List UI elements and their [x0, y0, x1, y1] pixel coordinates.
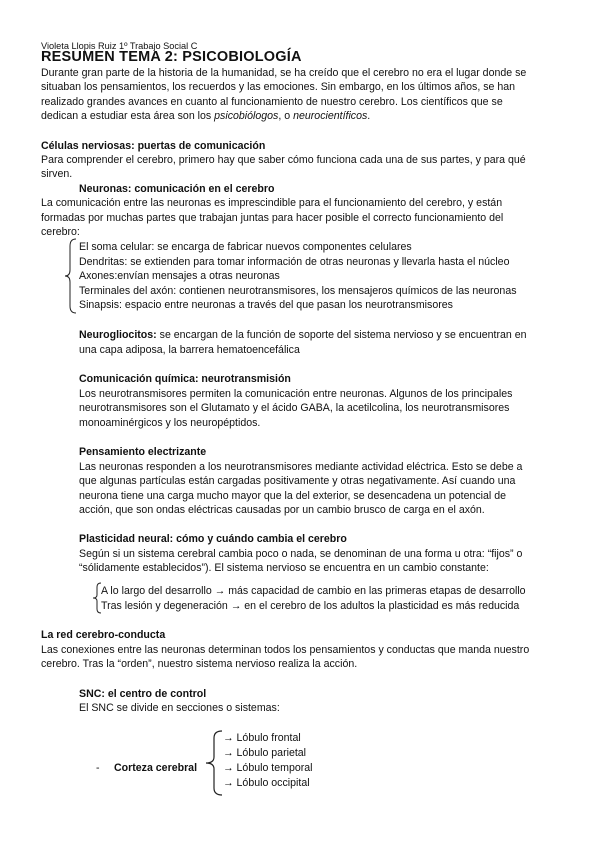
neurogliocitos-line-1 — [79, 329, 527, 342]
neurogliocitos-text: se encargan de la función de soporte del sistema nervioso y se encuentran en — [156, 329, 527, 341]
subheading-plasticidad: Plasticidad neural: cómo y cuándo cambia el cerebro — [79, 533, 347, 545]
intro-line-1: Durante gran parte de la historia de la humanidad, se ha creído que el cerebro no era el lugar donde se — [41, 67, 527, 79]
electrizante-line-3: neurona tiene una carga mucho mayor que la del exterior, se desencadena un potencial de — [79, 490, 506, 502]
lobulo-frontal: → Lóbulo frontal — [223, 732, 301, 744]
neurogliocitos-line-2: una capa adiposa, la barrera hematoencefálica — [79, 344, 300, 356]
celulas-line-1: Para comprender el cerebro, primero hay que saber cómo funciona cada una de sus partes, y para qué — [41, 154, 526, 166]
intro-term-neurocientificos: neurocientíficos — [293, 110, 368, 122]
electrizante-line-1: Las neuronas responden a los neurotransmisores mediante actividad eléctrica. Esto se debe a — [79, 461, 523, 473]
subheading-quimica: Comunicación química: neurotransmisión — [79, 373, 291, 385]
neuron-part-terminales: Terminales del axón: contienen neurotransmisores, los mensajeros químicos de las neuronas — [79, 285, 517, 297]
neuronas-line-1: La comunicación entre las neuronas es imprescindible para el funcionamiento del cerebro, y están — [41, 197, 503, 209]
section-heading-red: La red cerebro-conducta — [41, 629, 166, 641]
intro-line-4 — [41, 110, 370, 123]
plasticidad-item-lesion: Tras lesión y degeneración → en el cerebro de los adultos la plasticidad es más reducida — [101, 600, 520, 612]
quimica-line-2: neurotransmisores son el Glutamato y el ácido GABA, la acetilcolina, los neurotransmisores — [79, 402, 510, 414]
neuronas-line-3: cerebro: — [41, 226, 80, 238]
red-line-1: Las conexiones entre las neuronas determinan todos los pensamientos y conductas que manda nuestro — [41, 644, 530, 656]
subheading-snc: SNC: el centro de control — [79, 688, 207, 700]
intro-line-4-text: dedican a estudiar esta área son los — [41, 110, 215, 122]
subheading-electrizante: Pensamiento electrizante — [79, 446, 207, 458]
neuron-part-soma: El soma celular: se encarga de fabricar nuevos componentes celulares — [79, 241, 412, 253]
corteza-cerebral-label: Corteza cerebral — [114, 762, 198, 774]
intro-line-2: situaban los pensamientos, los recuerdos y las emociones. Sin embargo, en los últimos años, se han — [41, 81, 516, 93]
neuron-part-dendritas: Dendritas: se extienden para tomar información de otras neuronas y llevarla hasta el núcleo — [79, 256, 510, 268]
quimica-line-3: monoaminérgicos y los neuropéptidos. — [79, 417, 261, 429]
celulas-line-2: sirven. — [41, 168, 73, 180]
plasticidad-line-2: “sólidamente establecidos”). El sistema nervioso se encuentra en un cambio constante: — [79, 562, 489, 574]
lobulo-parietal: → Lóbulo parietal — [223, 747, 307, 759]
neuron-part-sinapsis: Sinapsis: espacio entre neuronas a través del que pasan los neurotransmisores — [79, 299, 453, 311]
lobulos-brace — [204, 730, 224, 796]
electrizante-line-4: acción, que son ondas eléctricas causadas por un cambio brusco de carga en el axón. — [79, 504, 485, 516]
section-heading-celulas: Células nerviosas: puertas de comunicación — [41, 140, 266, 152]
neuronas-line-2: formadas por muchas partes que trabajan juntas para hacer posible el correcto funcionamiento del — [41, 212, 504, 224]
red-line-2: cerebro. Tras la “orden”, nuestro sistema nervioso realiza la acción. — [41, 658, 358, 670]
document-title: RESUMEN TEMA 2: PSICOBIOLOGÍA — [41, 49, 302, 65]
intro-line-3: realizado grandes avances en cuanto al funcionamiento de nuestro cerebro. Los científicos que se — [41, 96, 503, 108]
quimica-line-1: Los neurotransmisores permiten la comunicación entre neuronas. Algunos de los principales — [79, 388, 513, 400]
neuron-parts-brace — [64, 238, 78, 314]
plasticidad-line-1: Según si un sistema cerebral cambia poco o nada, se denominan de una forma u otra: “fijos” o — [79, 548, 523, 560]
neuron-part-axones: Axones:envían mensajes a otras neuronas — [79, 270, 280, 282]
snc-line-1: El SNC se divide en secciones o sistemas: — [79, 702, 280, 714]
subheading-neuronas: Neuronas: comunicación en el cerebro — [79, 183, 275, 195]
document-header: Violeta Llopis Ruiz 1º Trabajo Social C — [41, 41, 198, 51]
intro-term-psicobiologos: psicobiólogos — [214, 110, 279, 122]
lobulo-occipital: → Lóbulo occipital — [223, 777, 310, 789]
neurogliocitos-term: Neurogliocitos: — [79, 329, 157, 341]
electrizante-line-2: que algunas partículas están cargadas positivamente y otras negativamente. Así cuando una — [79, 475, 516, 487]
plasticidad-item-desarrollo: A lo largo del desarrollo → más capacidad de cambio en las primeras etapas de desarrollo — [101, 585, 526, 597]
intro-line-4-end: . — [367, 110, 371, 122]
intro-line-4-mid: , o — [278, 110, 294, 122]
corteza-dash: - — [96, 762, 100, 774]
lobulo-temporal: → Lóbulo temporal — [223, 762, 313, 774]
